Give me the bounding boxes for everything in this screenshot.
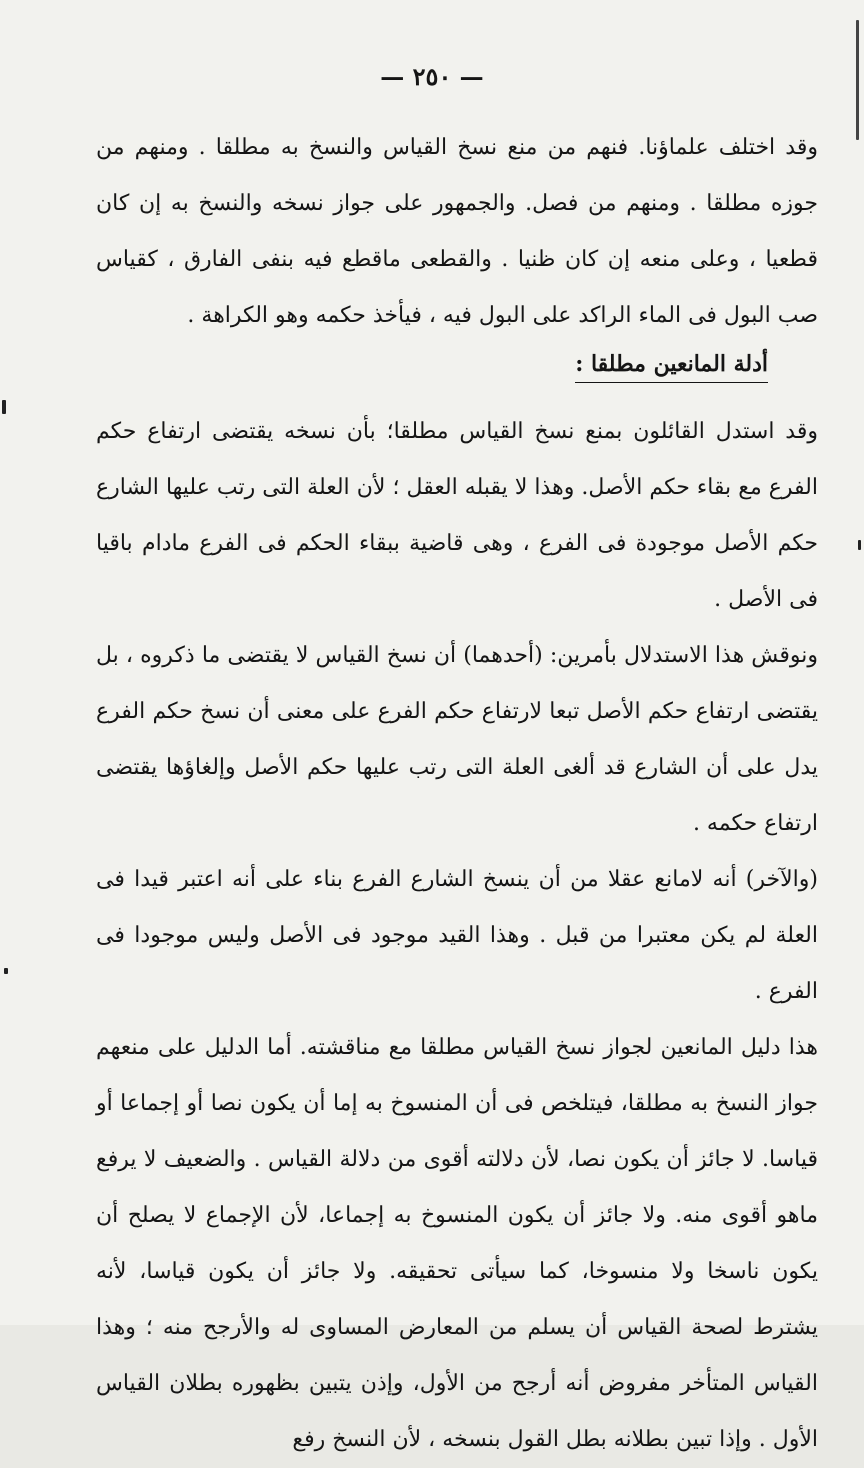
scan-edge-mark <box>2 400 6 414</box>
scan-edge-mark <box>4 968 8 974</box>
scan-edge-mark <box>858 540 861 550</box>
paragraph-second-rebuttal: (والآخر) أنه لامانع عقلا من أن ينسخ الشارع الفرع بناء على أنه اعتبر قيدا فى العلة لم يكن معتبرا من قبل . وهذا القيد موجود فى الأصل وليس موجودا فى الفرع . <box>96 867 818 1004</box>
page-number: — ٢٥٠ — <box>380 62 484 91</box>
section-heading: أدلة المانعين مطلقا : <box>575 348 768 383</box>
paragraph-conclusion: هذا دليل المانعين لجواز نسخ القياس مطلقا مع مناقشته. أما الدليل على منعهم جواز النسخ به مطلقا، فيتلخص فى أن المنسوخ به إما أن يكون نصا أو إجماعا أو قياسا. لا جائز أن يكون نصا، لأن دلالته أقوى من دلالة القياس . والضعيف لا يرفع ماهو أقوى منه. ولا جائز أن يكون المنسوخ به إجماعا، لأن الإجماع لا يصلح أن يكون ناسخا ولا منسوخا، كما سيأتى تحقيقه. ولا جائز أن يكون قياسا، لأنه يشترط لصحة القياس أن يسلم من المعارض المساوى له والأرجح منه ؛ وهذا القياس المتأخر مفروض أنه أرجح من الأول، وإذن يتبين بظهوره بطلان القياس الأول . وإذا تبين بطلانه بطل القول بنسخه ، لأن النسخ رفع <box>96 1035 818 1452</box>
paragraph-argument: وقد استدل القائلون بمنع نسخ القياس مطلقا؛ بأن نسخه يقتضى ارتفاع حكم الفرع مع بقاء حكم الأصل. وهذا لا يقبله العقل ؛ لأن العلة التى رتب عليها الشارع حكم الأصل موجودة فى الفرع ، وهى قاضية ببقاء الحكم فى الفرع مادام باقيا فى الأصل . <box>96 419 818 612</box>
paragraph-text: وقد اختلف علماؤنا. فنهم من منع نسخ القياس والنسخ به مطلقا . ومنهم من جوزه مطلقا . ومنهم من فصل. والجمهور على جواز نسخه والنسخ به إن كان قطعيا ، وعلى منعه إن كان ظنيا . والقطعى ماقطع فيه بنفى الفارق ، كقياس صب البول فى الماء الراكد على البول فيه ، فيأخذ حكمه وهو الكراهة . <box>96 135 818 328</box>
paragraph-first-rebuttal: ونوقش هذا الاستدلال بأمرين: (أحدهما) أن نسخ القياس لا يقتضى ما ذكروه ، بل يقتضى ارتفاع حكم الأصل تبعا لارتفاع حكم الفرع على معنى أن نسخ حكم الفرع يدل على أن الشارع قد ألغى العلة التى رتب عليها حكم الأصل وإلغاؤها يقتضى ارتفاع حكمه . <box>96 643 818 836</box>
intro-paragraph <box>96 120 818 344</box>
scan-edge-mark <box>856 20 859 140</box>
body-text <box>96 404 818 1468</box>
